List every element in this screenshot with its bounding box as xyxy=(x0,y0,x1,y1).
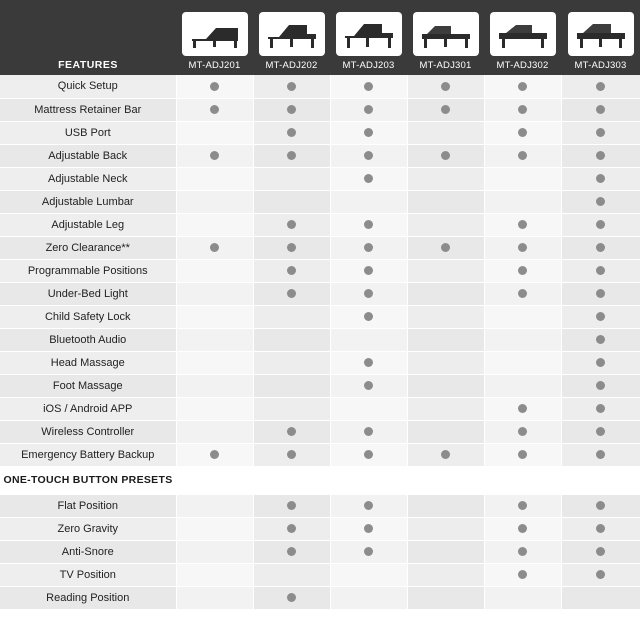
feature-unavailable-cell xyxy=(407,190,484,213)
feature-unavailable-cell xyxy=(253,563,330,586)
feature-label: Programmable Positions xyxy=(0,259,176,282)
table-row xyxy=(0,586,640,609)
feature-label: Zero Gravity xyxy=(0,517,176,540)
product-model-label: MT-ADJ202 xyxy=(265,60,318,71)
availability-dot-icon xyxy=(518,404,527,413)
availability-dot-icon xyxy=(287,266,296,275)
feature-unavailable-cell xyxy=(407,282,484,305)
feature-unavailable-cell xyxy=(253,167,330,190)
feature-unavailable-cell xyxy=(561,586,640,609)
feature-available-cell xyxy=(561,328,640,351)
feature-available-cell xyxy=(561,259,640,282)
feature-unavailable-cell xyxy=(176,586,253,609)
feature-available-cell xyxy=(253,98,330,121)
availability-dot-icon xyxy=(364,105,373,114)
feature-available-cell xyxy=(484,121,561,144)
feature-available-cell xyxy=(561,351,640,374)
feature-available-cell xyxy=(253,540,330,563)
product-header-cell[interactable] xyxy=(330,0,407,75)
product-model-label: MT-ADJ302 xyxy=(496,60,549,71)
feature-available-cell xyxy=(561,397,640,420)
feature-available-cell xyxy=(484,563,561,586)
product-model-label: MT-ADJ303 xyxy=(574,60,627,71)
feature-available-cell xyxy=(561,190,640,213)
feature-available-cell xyxy=(561,98,640,121)
availability-dot-icon xyxy=(210,151,219,160)
bed-frame-icon xyxy=(336,12,402,56)
feature-label: Mattress Retainer Bar xyxy=(0,98,176,121)
availability-dot-icon xyxy=(287,593,296,602)
feature-available-cell xyxy=(253,213,330,236)
feature-unavailable-cell xyxy=(484,167,561,190)
feature-available-cell xyxy=(253,75,330,98)
feature-available-cell xyxy=(330,75,407,98)
feature-available-cell xyxy=(484,144,561,167)
availability-dot-icon xyxy=(364,266,373,275)
feature-unavailable-cell xyxy=(407,328,484,351)
feature-unavailable-cell xyxy=(484,305,561,328)
availability-dot-icon xyxy=(596,335,605,344)
feature-unavailable-cell xyxy=(407,167,484,190)
table-row xyxy=(0,563,640,586)
feature-unavailable-cell xyxy=(176,563,253,586)
feature-available-cell xyxy=(407,98,484,121)
table-row xyxy=(0,305,640,328)
feature-unavailable-cell xyxy=(253,305,330,328)
feature-available-cell xyxy=(253,494,330,517)
feature-available-cell xyxy=(253,443,330,466)
availability-dot-icon xyxy=(287,547,296,556)
feature-available-cell xyxy=(561,540,640,563)
feature-unavailable-cell xyxy=(176,167,253,190)
feature-available-cell xyxy=(561,236,640,259)
availability-dot-icon xyxy=(596,358,605,367)
table-row xyxy=(0,420,640,443)
table-row xyxy=(0,213,640,236)
feature-unavailable-cell xyxy=(484,328,561,351)
availability-dot-icon xyxy=(596,404,605,413)
feature-available-cell xyxy=(330,351,407,374)
feature-available-cell xyxy=(330,494,407,517)
features-column-header: FEATURES xyxy=(0,0,176,75)
feature-unavailable-cell xyxy=(176,540,253,563)
feature-available-cell xyxy=(484,517,561,540)
feature-label: Adjustable Neck xyxy=(0,167,176,190)
feature-unavailable-cell xyxy=(253,374,330,397)
feature-label: Flat Position xyxy=(0,494,176,517)
table-row xyxy=(0,282,640,305)
feature-label: Foot Massage xyxy=(0,374,176,397)
feature-available-cell xyxy=(561,374,640,397)
table-row xyxy=(0,75,640,98)
availability-dot-icon xyxy=(441,450,450,459)
feature-available-cell xyxy=(484,213,561,236)
availability-dot-icon xyxy=(287,289,296,298)
feature-available-cell xyxy=(484,98,561,121)
feature-available-cell xyxy=(330,443,407,466)
feature-unavailable-cell xyxy=(253,328,330,351)
availability-dot-icon xyxy=(364,427,373,436)
feature-unavailable-cell xyxy=(176,420,253,443)
availability-dot-icon xyxy=(596,501,605,510)
feature-available-cell xyxy=(330,144,407,167)
feature-label: iOS / Android APP xyxy=(0,397,176,420)
availability-dot-icon xyxy=(518,151,527,160)
feature-unavailable-cell xyxy=(407,351,484,374)
feature-label: Emergency Battery Backup xyxy=(0,443,176,466)
feature-available-cell xyxy=(176,443,253,466)
feature-label: USB Port xyxy=(0,121,176,144)
feature-unavailable-cell xyxy=(407,374,484,397)
availability-dot-icon xyxy=(287,151,296,160)
feature-unavailable-cell xyxy=(330,586,407,609)
section-spacer-cell xyxy=(176,466,253,494)
feature-available-cell xyxy=(330,540,407,563)
feature-available-cell xyxy=(330,236,407,259)
feature-available-cell xyxy=(484,443,561,466)
feature-unavailable-cell xyxy=(407,586,484,609)
feature-available-cell xyxy=(484,397,561,420)
availability-dot-icon xyxy=(596,105,605,114)
feature-available-cell xyxy=(561,167,640,190)
table-row xyxy=(0,351,640,374)
table-row xyxy=(0,443,640,466)
feature-unavailable-cell xyxy=(407,517,484,540)
availability-dot-icon xyxy=(287,128,296,137)
bed-frame-icon xyxy=(182,12,248,56)
feature-available-cell xyxy=(561,75,640,98)
feature-available-cell xyxy=(561,494,640,517)
feature-available-cell xyxy=(561,144,640,167)
feature-available-cell xyxy=(561,121,640,144)
availability-dot-icon xyxy=(287,501,296,510)
feature-unavailable-cell xyxy=(407,540,484,563)
feature-unavailable-cell xyxy=(484,190,561,213)
feature-label: Bluetooth Audio xyxy=(0,328,176,351)
feature-unavailable-cell xyxy=(330,563,407,586)
feature-label: Head Massage xyxy=(0,351,176,374)
feature-available-cell xyxy=(330,98,407,121)
availability-dot-icon xyxy=(287,82,296,91)
availability-dot-icon xyxy=(287,427,296,436)
feature-unavailable-cell xyxy=(484,351,561,374)
product-model-label: MT-ADJ201 xyxy=(188,60,241,71)
feature-available-cell xyxy=(561,563,640,586)
feature-available-cell xyxy=(253,259,330,282)
feature-unavailable-cell xyxy=(176,351,253,374)
feature-available-cell xyxy=(253,420,330,443)
feature-unavailable-cell xyxy=(176,282,253,305)
availability-dot-icon xyxy=(364,524,373,533)
feature-available-cell xyxy=(484,75,561,98)
availability-dot-icon xyxy=(364,312,373,321)
feature-unavailable-cell xyxy=(330,397,407,420)
feature-available-cell xyxy=(330,517,407,540)
availability-dot-icon xyxy=(287,220,296,229)
feature-available-cell xyxy=(484,282,561,305)
feature-unavailable-cell xyxy=(176,397,253,420)
feature-unavailable-cell xyxy=(253,190,330,213)
feature-available-cell xyxy=(407,75,484,98)
availability-dot-icon xyxy=(287,524,296,533)
availability-dot-icon xyxy=(210,243,219,252)
table-row xyxy=(0,397,640,420)
section-title: ONE-TOUCH BUTTON PRESETS xyxy=(0,466,176,494)
table-row xyxy=(0,144,640,167)
availability-dot-icon xyxy=(596,524,605,533)
feature-available-cell xyxy=(253,144,330,167)
availability-dot-icon xyxy=(518,243,527,252)
feature-available-cell xyxy=(176,98,253,121)
availability-dot-icon xyxy=(364,358,373,367)
feature-unavailable-cell xyxy=(330,190,407,213)
product-header-cell[interactable] xyxy=(176,0,253,75)
table-row xyxy=(0,121,640,144)
availability-dot-icon xyxy=(364,151,373,160)
availability-dot-icon xyxy=(364,450,373,459)
availability-dot-icon xyxy=(287,105,296,114)
availability-dot-icon xyxy=(596,151,605,160)
availability-dot-icon xyxy=(287,243,296,252)
availability-dot-icon xyxy=(596,381,605,390)
feature-available-cell xyxy=(330,213,407,236)
availability-dot-icon xyxy=(441,82,450,91)
feature-available-cell xyxy=(484,494,561,517)
bed-frame-icon xyxy=(413,12,479,56)
feature-unavailable-cell xyxy=(407,305,484,328)
section-spacer-cell xyxy=(561,466,640,494)
availability-dot-icon xyxy=(596,243,605,252)
feature-available-cell xyxy=(176,75,253,98)
availability-dot-icon xyxy=(364,501,373,510)
feature-available-cell xyxy=(561,443,640,466)
availability-dot-icon xyxy=(364,381,373,390)
feature-available-cell xyxy=(561,213,640,236)
feature-label: Wireless Controller xyxy=(0,420,176,443)
availability-dot-icon xyxy=(518,501,527,510)
feature-available-cell xyxy=(484,236,561,259)
table-row xyxy=(0,190,640,213)
feature-available-cell xyxy=(176,144,253,167)
availability-dot-icon xyxy=(596,82,605,91)
availability-dot-icon xyxy=(210,450,219,459)
table-row xyxy=(0,259,640,282)
feature-available-cell xyxy=(407,144,484,167)
availability-dot-icon xyxy=(596,289,605,298)
feature-label: Under-Bed Light xyxy=(0,282,176,305)
availability-dot-icon xyxy=(210,82,219,91)
availability-dot-icon xyxy=(518,450,527,459)
feature-unavailable-cell xyxy=(484,374,561,397)
feature-available-cell xyxy=(330,374,407,397)
section-spacer-cell xyxy=(330,466,407,494)
section-spacer-cell xyxy=(407,466,484,494)
feature-available-cell xyxy=(253,121,330,144)
availability-dot-icon xyxy=(364,289,373,298)
feature-label: Reading Position xyxy=(0,586,176,609)
availability-dot-icon xyxy=(518,128,527,137)
table-row xyxy=(0,540,640,563)
feature-unavailable-cell xyxy=(176,517,253,540)
feature-unavailable-cell xyxy=(407,397,484,420)
availability-dot-icon xyxy=(441,151,450,160)
availability-dot-icon xyxy=(518,105,527,114)
bed-frame-icon xyxy=(259,12,325,56)
feature-available-cell xyxy=(330,121,407,144)
feature-unavailable-cell xyxy=(407,420,484,443)
feature-available-cell xyxy=(253,282,330,305)
availability-dot-icon xyxy=(441,243,450,252)
feature-label: Anti-Snore xyxy=(0,540,176,563)
product-header-cell[interactable] xyxy=(407,0,484,75)
availability-dot-icon xyxy=(596,174,605,183)
feature-unavailable-cell xyxy=(176,494,253,517)
feature-label: TV Position xyxy=(0,563,176,586)
availability-dot-icon xyxy=(518,82,527,91)
feature-available-cell xyxy=(484,259,561,282)
feature-label: Zero Clearance** xyxy=(0,236,176,259)
availability-dot-icon xyxy=(364,243,373,252)
availability-dot-icon xyxy=(210,105,219,114)
availability-dot-icon xyxy=(287,450,296,459)
feature-unavailable-cell xyxy=(407,563,484,586)
feature-available-cell xyxy=(561,517,640,540)
feature-unavailable-cell xyxy=(176,213,253,236)
product-model-label: MT-ADJ301 xyxy=(419,60,472,71)
availability-dot-icon xyxy=(518,570,527,579)
availability-dot-icon xyxy=(518,547,527,556)
availability-dot-icon xyxy=(518,266,527,275)
table-row xyxy=(0,517,640,540)
feature-available-cell xyxy=(407,443,484,466)
feature-available-cell xyxy=(330,167,407,190)
table-row xyxy=(0,98,640,121)
feature-unavailable-cell xyxy=(407,494,484,517)
availability-dot-icon xyxy=(518,220,527,229)
feature-available-cell xyxy=(561,282,640,305)
availability-dot-icon xyxy=(596,450,605,459)
table-row xyxy=(0,236,640,259)
feature-available-cell xyxy=(484,420,561,443)
availability-dot-icon xyxy=(596,570,605,579)
table-header xyxy=(0,0,640,75)
availability-dot-icon xyxy=(364,547,373,556)
feature-available-cell xyxy=(330,420,407,443)
availability-dot-icon xyxy=(596,312,605,321)
table-row xyxy=(0,494,640,517)
feature-available-cell xyxy=(330,282,407,305)
availability-dot-icon xyxy=(364,174,373,183)
availability-dot-icon xyxy=(364,220,373,229)
product-header-row xyxy=(0,0,640,75)
bed-frame-icon xyxy=(490,12,556,56)
feature-available-cell xyxy=(176,236,253,259)
product-header-cell[interactable] xyxy=(253,0,330,75)
feature-unavailable-cell xyxy=(176,374,253,397)
availability-dot-icon xyxy=(518,524,527,533)
table-row xyxy=(0,374,640,397)
feature-available-cell xyxy=(253,236,330,259)
feature-unavailable-cell xyxy=(176,328,253,351)
feature-available-cell xyxy=(330,259,407,282)
feature-label: Adjustable Leg xyxy=(0,213,176,236)
availability-dot-icon xyxy=(596,427,605,436)
availability-dot-icon xyxy=(518,427,527,436)
feature-unavailable-cell xyxy=(484,586,561,609)
feature-available-cell xyxy=(561,420,640,443)
feature-available-cell xyxy=(253,517,330,540)
availability-dot-icon xyxy=(518,289,527,298)
feature-available-cell xyxy=(561,305,640,328)
feature-unavailable-cell xyxy=(253,397,330,420)
feature-available-cell xyxy=(253,586,330,609)
feature-available-cell xyxy=(330,305,407,328)
availability-dot-icon xyxy=(364,128,373,137)
feature-label: Adjustable Lumbar xyxy=(0,190,176,213)
feature-unavailable-cell xyxy=(176,259,253,282)
feature-label: Adjustable Back xyxy=(0,144,176,167)
feature-unavailable-cell xyxy=(330,328,407,351)
feature-unavailable-cell xyxy=(407,121,484,144)
availability-dot-icon xyxy=(364,82,373,91)
availability-dot-icon xyxy=(441,105,450,114)
feature-unavailable-cell xyxy=(176,121,253,144)
feature-unavailable-cell xyxy=(253,351,330,374)
feature-label: Quick Setup xyxy=(0,75,176,98)
feature-unavailable-cell xyxy=(407,259,484,282)
availability-dot-icon xyxy=(596,197,605,206)
table-row xyxy=(0,167,640,190)
availability-dot-icon xyxy=(596,220,605,229)
feature-unavailable-cell xyxy=(407,213,484,236)
table-row xyxy=(0,328,640,351)
availability-dot-icon xyxy=(596,128,605,137)
table-body xyxy=(0,75,640,609)
product-header-cell[interactable] xyxy=(484,0,561,75)
feature-unavailable-cell xyxy=(176,305,253,328)
feature-available-cell xyxy=(484,540,561,563)
product-model-label: MT-ADJ203 xyxy=(342,60,395,71)
section-header-row xyxy=(0,466,640,494)
availability-dot-icon xyxy=(596,547,605,556)
feature-available-cell xyxy=(407,236,484,259)
section-spacer-cell xyxy=(484,466,561,494)
product-header-cell[interactable] xyxy=(561,0,640,75)
feature-unavailable-cell xyxy=(176,190,253,213)
feature-label: Child Safety Lock xyxy=(0,305,176,328)
section-spacer-cell xyxy=(253,466,330,494)
availability-dot-icon xyxy=(596,266,605,275)
bed-frame-icon xyxy=(568,12,634,56)
